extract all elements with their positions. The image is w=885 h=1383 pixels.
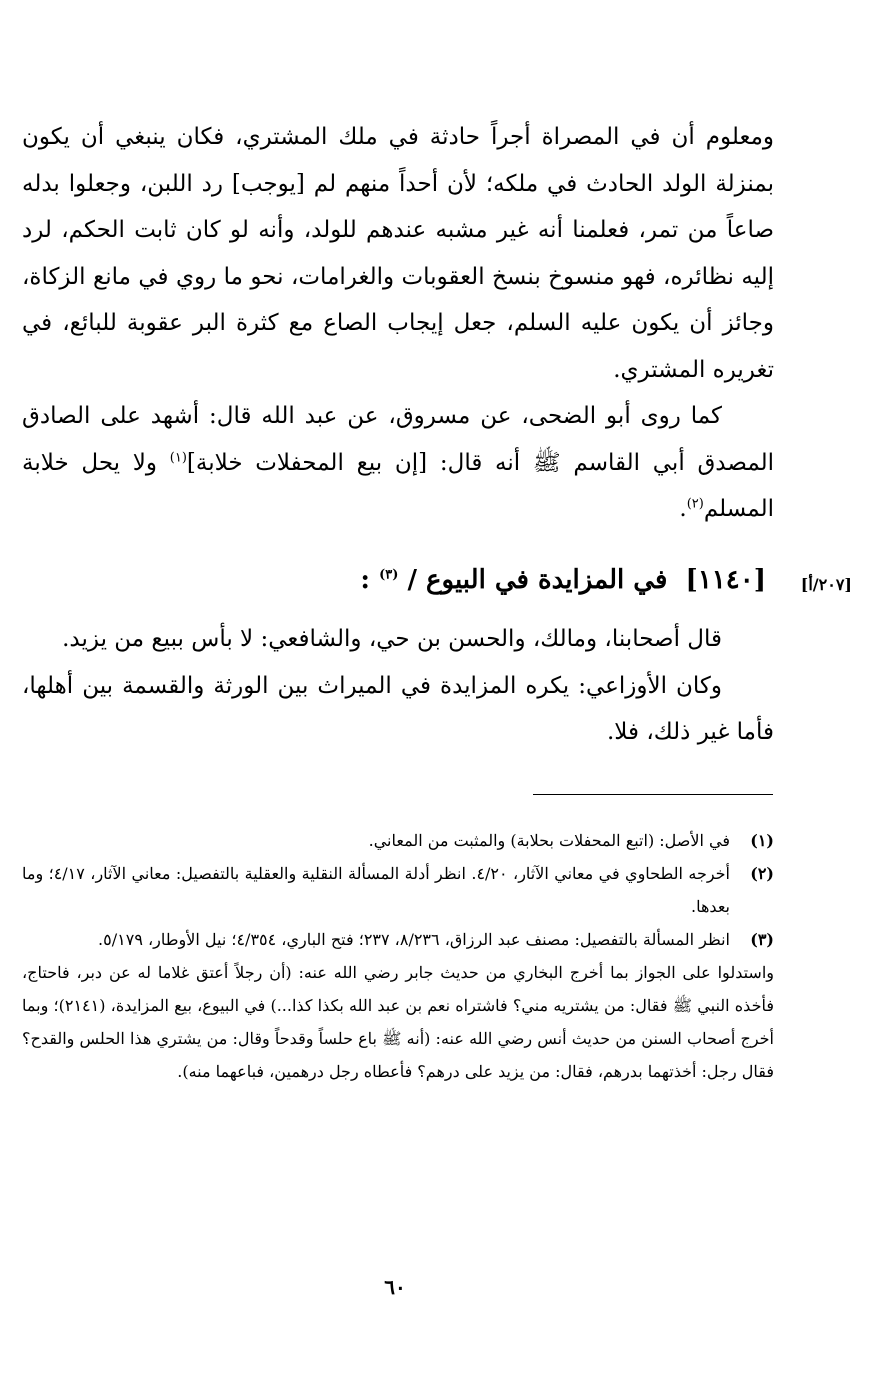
margin-folio-reference: [٢٠٧/أ] [800,575,852,594]
heading-title: في المزايدة في البيوع [426,565,668,595]
hadith-text: كما روى أبو الضحى، عن مسروق، عن عبد الله قال: أشهد على الصادق المصدق أبي القاسم ﷺ أنه قال: [إن بيع المحفلات خلابة] [22,403,775,476]
page-number: ٦٠ [384,1275,406,1299]
section-heading [360,565,766,595]
hadith-text-continued: ولا يحل خلابة المسلم [22,449,774,522]
footnote-number: (٣) [750,930,774,949]
heading-number: [١١٤٠] [685,565,766,595]
hadith-end-punctuation: . [679,496,687,522]
footnote-mark-3: (٣) [379,567,399,583]
section-body [22,616,774,756]
main-paragraph-1 [22,114,774,393]
footnote-mark-2: (٢) [686,496,704,512]
footnote-3 [22,923,774,956]
hadith-paragraph [22,393,774,533]
section-heading-row [22,565,852,609]
section-paragraph-1: قال أصحابنا، ومالك، والحسن بن حي، والشافعي: لا بأس ببيع من يزيد. [62,626,722,652]
footnote-mark-1: (١) [169,449,187,465]
footnote-text: أخرجه الطحاوي في معاني الآثار، ٤/٢٠. انظر أدلة المسألة النقلية والعقلية بالتفصيل: معاني الآثار، ٤/١٧؛ وما بعدها. [22,864,731,916]
footnotes [22,824,774,1088]
heading-slash: / [407,565,417,595]
main-paragraph-2 [22,393,774,533]
footnote-text: في الأصل: (اتبع المحفلات بحلابة) والمثبت من المعاني. [368,831,730,850]
footnote-1 [22,824,774,857]
footnote-number: (١) [750,831,774,850]
section-paragraph-2: وكان الأوزاعي: يكره المزايدة في الميراث بين الورثة والقسمة بين أهلها، فأما غير ذلك، فلا. [22,672,774,745]
paragraph-text: ومعلوم أن في المصراة أجراً حادثة في ملك المشتري، فكان ينبغي أن يكون بمنزلة الولد الحادث في ملكه؛ لأن أحداً منهم لم [يوجب] رد اللبن، وجعلوا بدله صاعاً من تمر، فعلمنا أنه غير مشبه عندهم للولد، وأنه لو كان ثابت الحكم، لرد إليه نظائره، فهو منسوخ بنسخ العقوبات والغرامات، نحو ما روي في مانع الزكاة، وجائز أن يكون عليه السلم، جعل إيجاب الصاع مع كثرة البر عقوبة للبائع، في تغريره المشتري. [22,124,775,383]
heading-colon: : [360,565,371,595]
footnote-separator [533,794,773,795]
footnote-3-continuation: واستدلوا على الجواز بما أخرج البخاري من حديث جابر رضي الله عنه: (أن رجلاً أعتق غلاما له عن دبر، فاحتاج، فأخذه النبي ﷺ فقال: من يشتريه مني؟ فاشتراه نعم بن عبد الله بكذا كذا...) في البيوع، بيع المزايدة، (٢١٤١)؛ وبما أخرج أصحاب السنن من حديث أنس رضي الله عنه: (أنه ﷺ باع حلساً وقدحاً وقال: من يشتري هذا الحلس والقدح؟ فقال رجل: أخذتهما بدرهم، فقال: من يزيد على درهم؟ فأعطاه رجل درهمين، فباعهما منه). [22,963,774,1081]
footnote-number: (٢) [750,864,774,883]
footnote-2 [22,857,774,923]
footnote-text: انظر المسألة بالتفصيل: مصنف عبد الرزاق، ٨/٢٣٦، ٢٣٧؛ فتح الباري، ٤/٣٥٤؛ نيل الأوطار، ٥/١٧٩. [98,930,730,949]
